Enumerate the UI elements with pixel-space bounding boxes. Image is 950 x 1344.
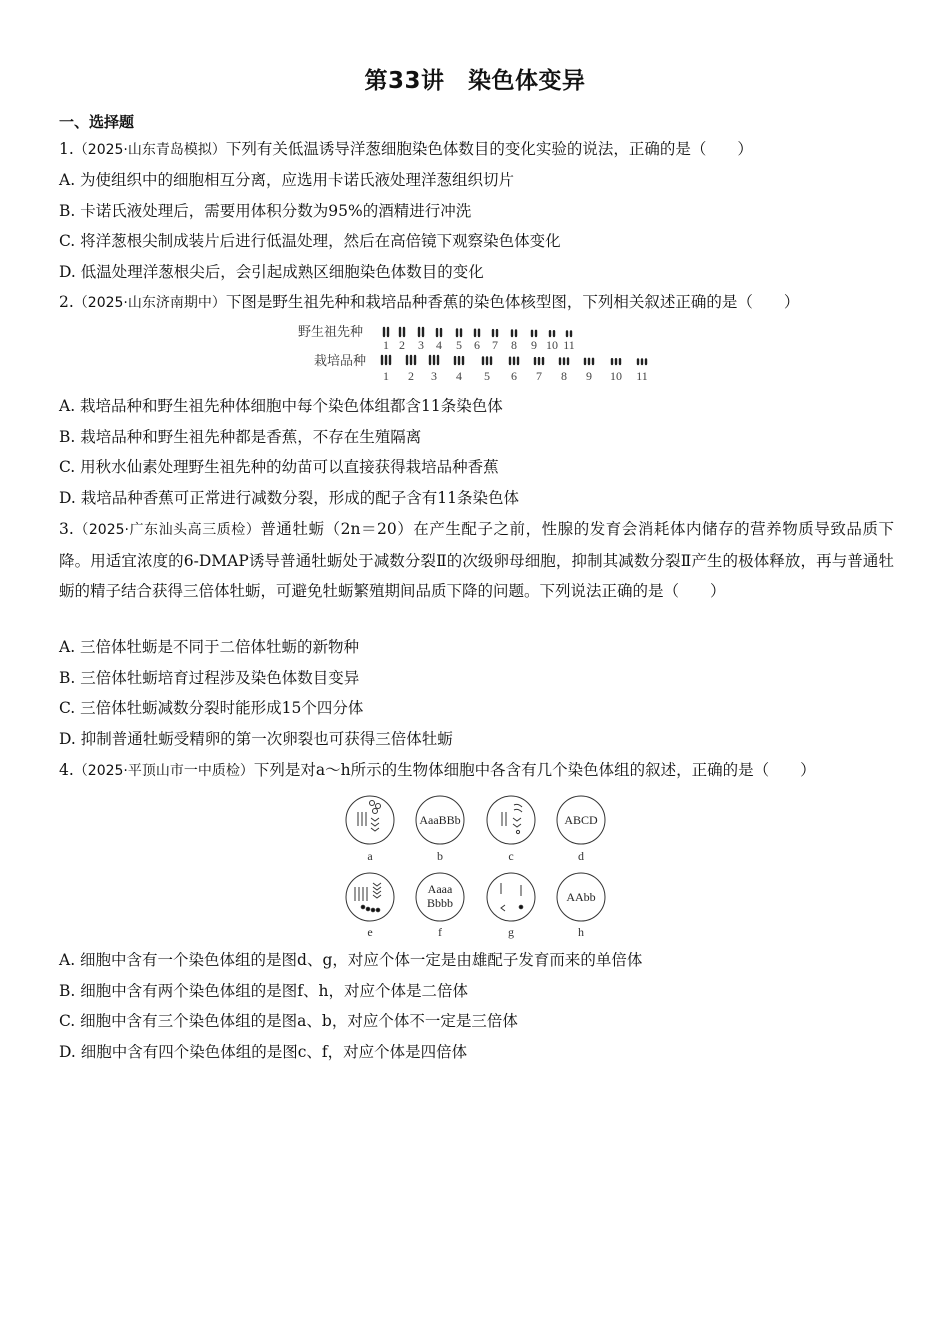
question-number: 1. — [59, 140, 74, 158]
chromosome-number: 8 — [511, 338, 517, 352]
cultivar-label: 栽培品种 — [314, 354, 367, 369]
chromosome-number: 7 — [492, 338, 498, 352]
question-number: 3. — [59, 520, 74, 538]
chromosome-number: 11 — [563, 338, 575, 352]
question-source: （2025·广东汕头高三质检） — [73, 522, 261, 538]
chromosome-number: 3 — [431, 369, 437, 383]
question-1-option-d: D. 低温处理洋葱根尖后，会引起成熟区细胞染色体数目的变化 — [59, 263, 484, 281]
question-source: （2025·平顶山市一中质检） — [73, 763, 254, 779]
cell-e-chromosomes — [355, 883, 381, 912]
chromosome-number: 1 — [383, 369, 389, 383]
question-2-option-c: C. 用秋水仙素处理野生祖先种的幼苗可以直接获得栽培品种香蕉 — [59, 458, 499, 476]
cell-f-genotype-line2: Bbbb — [426, 896, 454, 910]
cell-g-label: g — [508, 925, 514, 939]
cell-b-genotype: AaaBBb — [419, 813, 461, 827]
question-1-option-a: A. 为使组织中的细胞相互分离，应选用卡诺氏液处理洋葱组织切片 — [59, 171, 515, 189]
cell-f-label: f — [438, 925, 442, 939]
question-4-stem — [59, 760, 816, 781]
question-1-option-c: C. 将洋葱根尖制成装片后进行低温处理，然后在高倍镜下观察染色体变化 — [59, 232, 561, 250]
wild-ancestor-label: 野生祖先种 — [298, 325, 364, 340]
question-source: （2025·山东济南期中） — [73, 295, 226, 311]
cell-h-label: h — [578, 925, 584, 939]
chromosome-number: 7 — [536, 369, 542, 383]
wild-ancestor-chromosomes — [384, 328, 571, 336]
cultivar-chromosomes — [382, 356, 646, 364]
cell-d-label: d — [578, 849, 584, 863]
question-3-option-d: D. 抑制普通牡蛎受精卵的第一次卵裂也可获得三倍体牡蛎 — [59, 730, 453, 748]
chromosome-number: 6 — [474, 338, 480, 352]
cell-c-chromosomes — [502, 804, 522, 833]
page-title: 第33讲 染色体变异 — [364, 68, 586, 94]
question-2-option-a: A. 栽培品种和野生祖先种体细胞中每个染色体组都含11条染色体 — [59, 397, 503, 415]
question-text: 普通牡蛎（2n＝20）在产生配子之前，性腺的发育会消耗体内储存的营养物质导致品质下降。用适宜浓度的6-DMAP诱导普通牡蛎处于减数分裂Ⅱ的次级卵母细胞，抑制其减数分裂Ⅱ产生的极体释放，再与普通牡蛎的精子结合获得三倍体牡蛎，可避免牡蛎繁殖期间品质下降的问题。下列说法正确的是（ ） — [59, 520, 894, 600]
chromosome-number: 6 — [511, 369, 517, 383]
question-1-option-b: B. 卡诺氏液处理后，需要用体积分数为95%的酒精进行冲洗 — [59, 202, 472, 220]
cell-g-chromosomes — [501, 883, 523, 911]
question-3-option-a: A. 三倍体牡蛎是不同于二倍体牡蛎的新物种 — [59, 638, 360, 656]
chromosome-number: 10 — [610, 369, 622, 383]
chromosome-number: 5 — [484, 369, 490, 383]
section-heading: 一、选择题 — [59, 113, 135, 131]
chromosome-number: 2 — [399, 338, 405, 352]
question-4-option-c: C. 细胞中含有三个染色体组的是图a、b，对应个体不一定是三倍体 — [59, 1012, 518, 1030]
chromosome-number: 1 — [383, 338, 389, 352]
cell-d-genotype: ABCD — [564, 813, 598, 827]
chromosome-number: 8 — [561, 369, 567, 383]
question-number: 4. — [59, 761, 74, 779]
question-2-option-b: B. 栽培品种和野生祖先种都是香蕉，不存在生殖隔离 — [59, 428, 422, 446]
cell-c-label: c — [508, 849, 514, 863]
question-text: 下列有关低温诱导洋葱细胞染色体数目的变化实验的说法，正确的是（ ） — [225, 140, 753, 158]
question-2-option-d: D. 栽培品种香蕉可正常进行减数分裂，形成的配子含有11条染色体 — [59, 489, 519, 507]
question-4-option-d: D. 细胞中含有四个染色体组的是图c、f，对应个体是四倍体 — [59, 1043, 468, 1061]
cells-figure — [335, 790, 615, 940]
cultivar-numbers — [383, 369, 648, 383]
question-number: 2. — [59, 293, 74, 311]
wild-ancestor-numbers — [383, 338, 575, 352]
cell-f-genotype-line1: Aaaa — [427, 882, 453, 896]
chromosome-number: 4 — [456, 369, 462, 383]
chromosome-number: 11 — [636, 369, 648, 383]
cell-a-chromosomes — [358, 801, 381, 832]
cell-e-label: e — [367, 925, 373, 939]
chromosome-number: 10 — [546, 338, 558, 352]
question-3-option-b: B. 三倍体牡蛎培育过程涉及染色体数目变异 — [59, 669, 360, 687]
chromosome-number: 9 — [531, 338, 537, 352]
chromosome-number: 4 — [436, 338, 442, 352]
cell-c-outline — [487, 796, 535, 844]
cell-b-label: b — [437, 849, 443, 863]
chromosome-number: 5 — [456, 338, 462, 352]
question-2-stem — [59, 292, 799, 313]
cell-h-genotype: AAbb — [566, 890, 596, 904]
question-4-option-a: A. 细胞中含有一个染色体组的是图d、g，对应个体一定是由雄配子发育而来的单倍体 — [59, 951, 643, 969]
karyotype-figure — [296, 322, 656, 388]
chromosome-number: 2 — [408, 369, 414, 383]
chromosome-number: 3 — [418, 338, 424, 352]
question-3-option-c: C. 三倍体牡蛎减数分裂时能形成15个四分体 — [59, 699, 364, 717]
cell-g-outline — [487, 873, 535, 921]
question-text: 下列是对a～h所示的生物体细胞中各含有几个染色体组的叙述，正确的是（ ） — [253, 761, 816, 779]
question-3-stem — [59, 514, 894, 607]
question-source: （2025·山东青岛模拟） — [73, 142, 226, 158]
cell-a-label: a — [367, 849, 373, 863]
question-1-stem — [59, 139, 753, 160]
cell-e-outline — [346, 873, 394, 921]
question-text: 下图是野生祖先种和栽培品种香蕉的染色体核型图，下列相关叙述正确的是（ ） — [225, 293, 800, 311]
question-4-option-b: B. 细胞中含有两个染色体组的是图f、h，对应个体是二倍体 — [59, 982, 468, 1000]
chromosome-number: 9 — [586, 369, 592, 383]
